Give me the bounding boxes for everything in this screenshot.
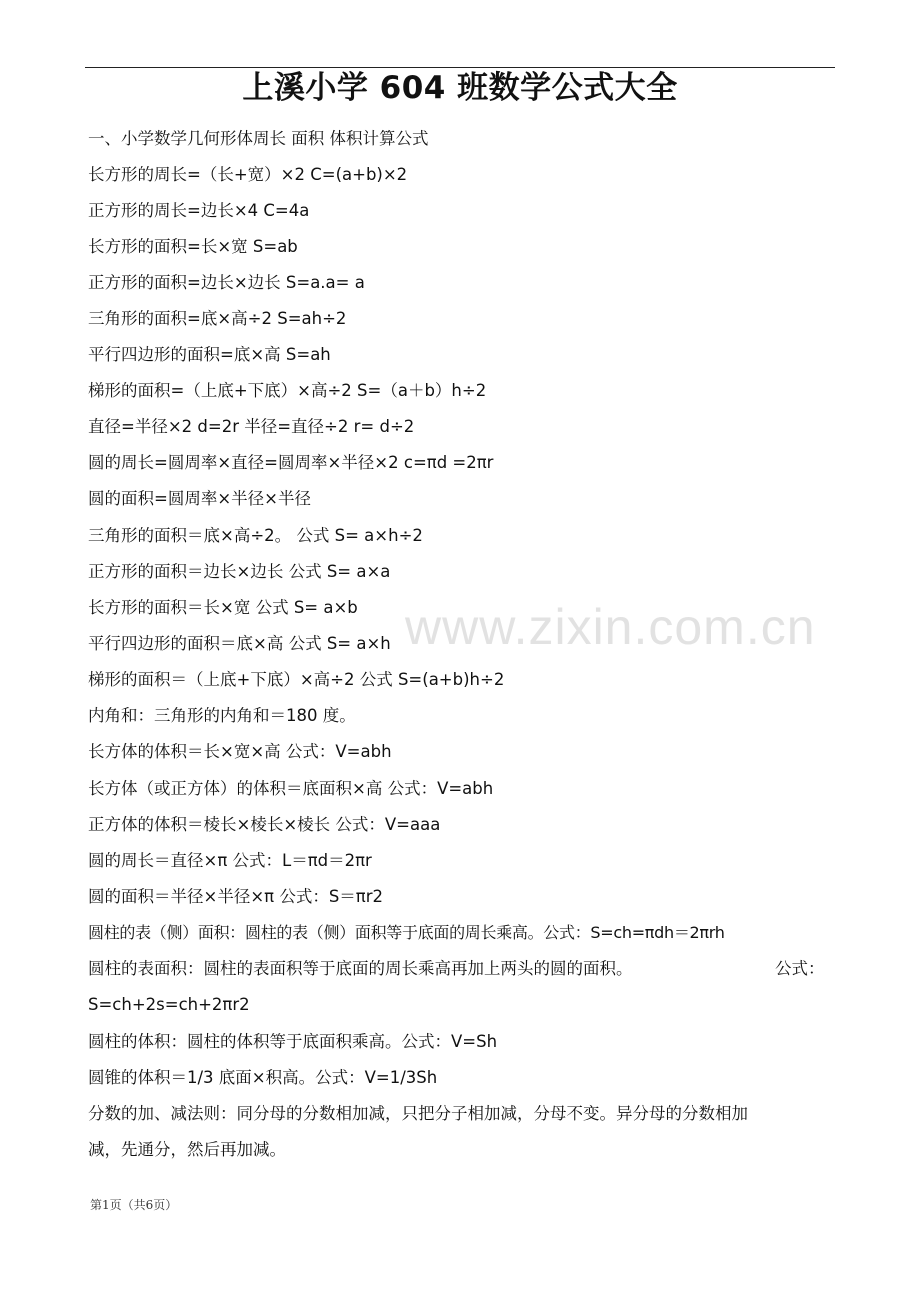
formula-line: 圆的周长=圆周率×直径=圆周率×半径×2 c=πd =2πr	[88, 453, 494, 472]
formula-line: 正方形的周长=边长×4 C=4a	[88, 201, 310, 220]
formula-line: 正方形的面积＝边长×边长 公式 S= a×a	[88, 562, 391, 581]
formula-line: 梯形的面积＝（上底+下底）×高÷2 公式 S=(a+b)h÷2	[88, 670, 505, 689]
formula-line: 圆柱的表（侧）面积：圆柱的表（侧）面积等于底面的周长乘高。公式：S=ch=πdh＝2πrh	[88, 923, 725, 942]
formula-line: 圆锥的体积＝1/3 底面×积高。公式：V=1/3Sh	[88, 1068, 438, 1087]
formula-line: 圆的面积=圆周率×半径×半径	[88, 489, 311, 508]
formula-line: 圆的面积＝半径×半径×π 公式：S＝πr2	[88, 887, 384, 906]
formula-line: 三角形的面积＝底×高÷2。 公式 S= a×h÷2	[88, 526, 423, 545]
document-title: 上溪小学 604 班数学公式大全	[242, 70, 678, 106]
formula-line: 直径=半径×2 d=2r 半径=直径÷2 r= d÷2	[88, 417, 415, 436]
watermark: www.zixin.com.cn	[405, 599, 816, 655]
paragraph-line: 减，先通分，然后再加减。	[88, 1140, 286, 1159]
paragraph-line: 分数的加、减法则：同分母的分数相加减，只把分子相加减，分母不变。异分母的分数相加	[88, 1104, 748, 1123]
formula-line: 平行四边形的面积＝底×高 公式 S= a×h	[88, 634, 391, 653]
formula-line: 平行四边形的面积=底×高 S=ah	[88, 345, 331, 364]
formula-line: S=ch+2s=ch+2πr2	[88, 995, 250, 1014]
formula-line: 长方形的面积＝长×宽 公式 S= a×b	[88, 598, 358, 617]
formula-line: 三角形的面积=底×高÷2 S=ah÷2	[88, 309, 347, 328]
formula-label: 公式：	[775, 959, 825, 978]
section-heading: 一、小学数学几何形体周长 面积 体积计算公式	[88, 129, 429, 148]
formula-line: 梯形的面积=（上底+下底）×高÷2 S=（a＋b）h÷2	[88, 381, 487, 400]
formula-line: 长方形的面积=长×宽 S=ab	[88, 237, 298, 256]
formula-line: 长方体（或正方体）的体积＝底面积×高 公式：V=abh	[88, 779, 494, 798]
formula-line: 内角和：三角形的内角和＝180 度。	[88, 706, 356, 725]
formula-line: 长方形的周长=（长+宽）×2 C=(a+b)×2	[88, 165, 408, 184]
formula-line: 圆柱的表面积：圆柱的表面积等于底面的周长乘高再加上两头的圆的面积。	[88, 959, 633, 978]
formula-line: 正方体的体积＝棱长×棱长×棱长 公式：V=aaa	[88, 815, 441, 834]
page-footer: 第1页（共6页）	[90, 1198, 178, 1212]
formula-line: 圆的周长＝直径×π 公式：L＝πd＝2πr	[88, 851, 372, 870]
formula-line: 长方体的体积＝长×宽×高 公式：V=abh	[88, 742, 392, 761]
formula-line: 圆柱的体积：圆柱的体积等于底面积乘高。公式：V=Sh	[88, 1032, 498, 1051]
formula-line: 正方形的面积=边长×边长 S=a.a= a	[88, 273, 365, 292]
